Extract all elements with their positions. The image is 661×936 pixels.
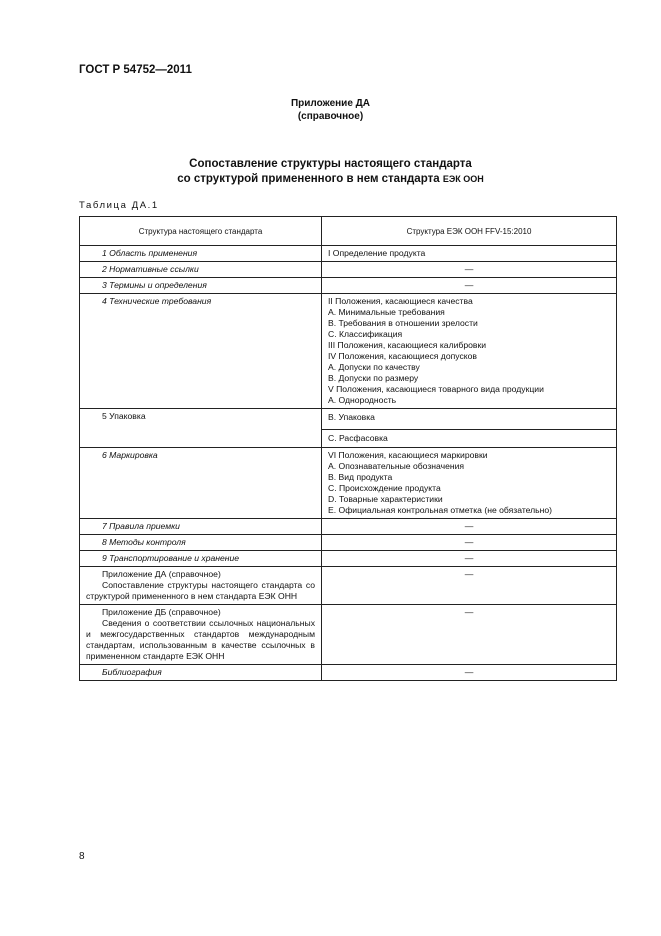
row-right-line: D. Товарные характеристики <box>328 494 443 504</box>
appendix-db-heading: Приложение ДБ (справочное) <box>102 607 221 617</box>
row-left-cell: 5 Упаковка <box>80 409 322 448</box>
row-right-cell: — <box>322 519 617 535</box>
row-right-line: I Определение продукта <box>328 248 426 258</box>
row-left-cell: 6 Маркировка <box>80 448 322 519</box>
row-left-cell: 8 Методы контроля <box>80 535 322 551</box>
row-right-cell: — <box>322 278 617 294</box>
row-right-line: III Положения, касающиеся калибровки <box>328 340 487 350</box>
table-row <box>80 665 617 681</box>
row-right-cell: C. Расфасовка <box>322 430 617 448</box>
col1-header: Структура настоящего стандарта <box>80 217 322 246</box>
col2-header: Структура ЕЭК ООН FFV-15:2010 <box>322 217 617 246</box>
table-row <box>80 519 617 535</box>
appendix-db-text: Сведения о соответствии ссылочных национальных и межгосударственных стандартов международным стандартам, использованным в качестве ссылочных в примененном стандарте ЕЭК ОНН <box>86 618 315 661</box>
appendix-da-text: Сопоставление структуры настоящего стандарта со структурой примененного в нем стандарта ЕЭК ОНН <box>86 580 315 601</box>
table-row <box>80 278 617 294</box>
row-right-line: VI Положения, касающиеся маркировки <box>328 450 488 460</box>
table-row <box>80 535 617 551</box>
row-left-cell: 2 Нормативные ссылки <box>80 262 322 278</box>
table-row <box>80 262 617 278</box>
row-right-line: B. Допуски по размеру <box>328 373 419 383</box>
row-right-cell: — <box>322 567 617 605</box>
row-right-cell <box>322 448 617 519</box>
table-row <box>80 448 617 519</box>
row-right-cell: — <box>322 665 617 681</box>
title-line-2-small: ЕЭК ООН <box>442 174 484 184</box>
row-right-line: A. Минимальные требования <box>328 307 445 317</box>
title-line-2 <box>0 172 661 187</box>
row-right-line: B. Требования в отношении зрелости <box>328 318 478 328</box>
row-right-cell: — <box>322 551 617 567</box>
row-right-cell: — <box>322 535 617 551</box>
table-row <box>80 294 617 409</box>
row-right-line: IV Положения, касающиеся допусков <box>328 351 477 361</box>
table-row <box>80 605 617 665</box>
row-right-line: C. Классификация <box>328 329 403 339</box>
table-row <box>80 246 617 262</box>
appendix-da-heading: Приложение ДА (справочное) <box>102 569 221 579</box>
row-left-cell: 1 Область применения <box>80 246 322 262</box>
row-right-cell: — <box>322 262 617 278</box>
row-left-cell: 3 Термины и определения <box>80 278 322 294</box>
row-right-cell <box>322 294 617 409</box>
row-left-cell <box>80 567 322 605</box>
row-right-line: C. Происхождение продукта <box>328 483 441 493</box>
row-left-cell: 4 Технические требования <box>80 294 322 409</box>
row-right-cell: B. Упаковка <box>322 409 617 430</box>
row-right-cell: — <box>322 605 617 665</box>
row-right-line: B. Вид продукта <box>328 472 393 482</box>
table-row <box>80 567 617 605</box>
row-right-cell <box>322 246 617 262</box>
row-left-cell: 7 Правила приемки <box>80 519 322 535</box>
row-right-line: A. Однородность <box>328 395 397 405</box>
row-right-line: A. Допуски по качеству <box>328 362 420 372</box>
table-row <box>80 551 617 567</box>
row-right-line: V Положения, касающиеся товарного вида продукции <box>328 384 544 394</box>
standard-id: ГОСТ Р 54752—2011 <box>79 64 192 76</box>
appendix-note: (справочное) <box>297 111 364 122</box>
row-left-cell: Библиография <box>80 665 322 681</box>
table-caption: Таблица ДА.1 <box>79 200 159 211</box>
appendix-label: Приложение ДА <box>290 98 371 109</box>
title-line-2-main: со структурой примененного в нем стандарта <box>177 173 440 185</box>
row-right-line: II Положения, касающиеся качества <box>328 296 473 306</box>
table-header-row <box>80 217 617 246</box>
document-title <box>0 157 661 187</box>
structure-comparison-table <box>79 216 617 681</box>
appendix-heading <box>0 97 661 123</box>
table-row <box>80 409 617 430</box>
title-line-1: Сопоставление структуры настоящего стандарта <box>189 158 472 170</box>
page-number: 8 <box>79 851 85 862</box>
row-right-line: A. Опознавательные обозначения <box>328 461 465 471</box>
row-right-line: E. Официальная контрольная отметка (не обязательно) <box>328 505 553 515</box>
row-left-cell: 9 Транспортирование и хранение <box>80 551 322 567</box>
row-left-cell <box>80 605 322 665</box>
